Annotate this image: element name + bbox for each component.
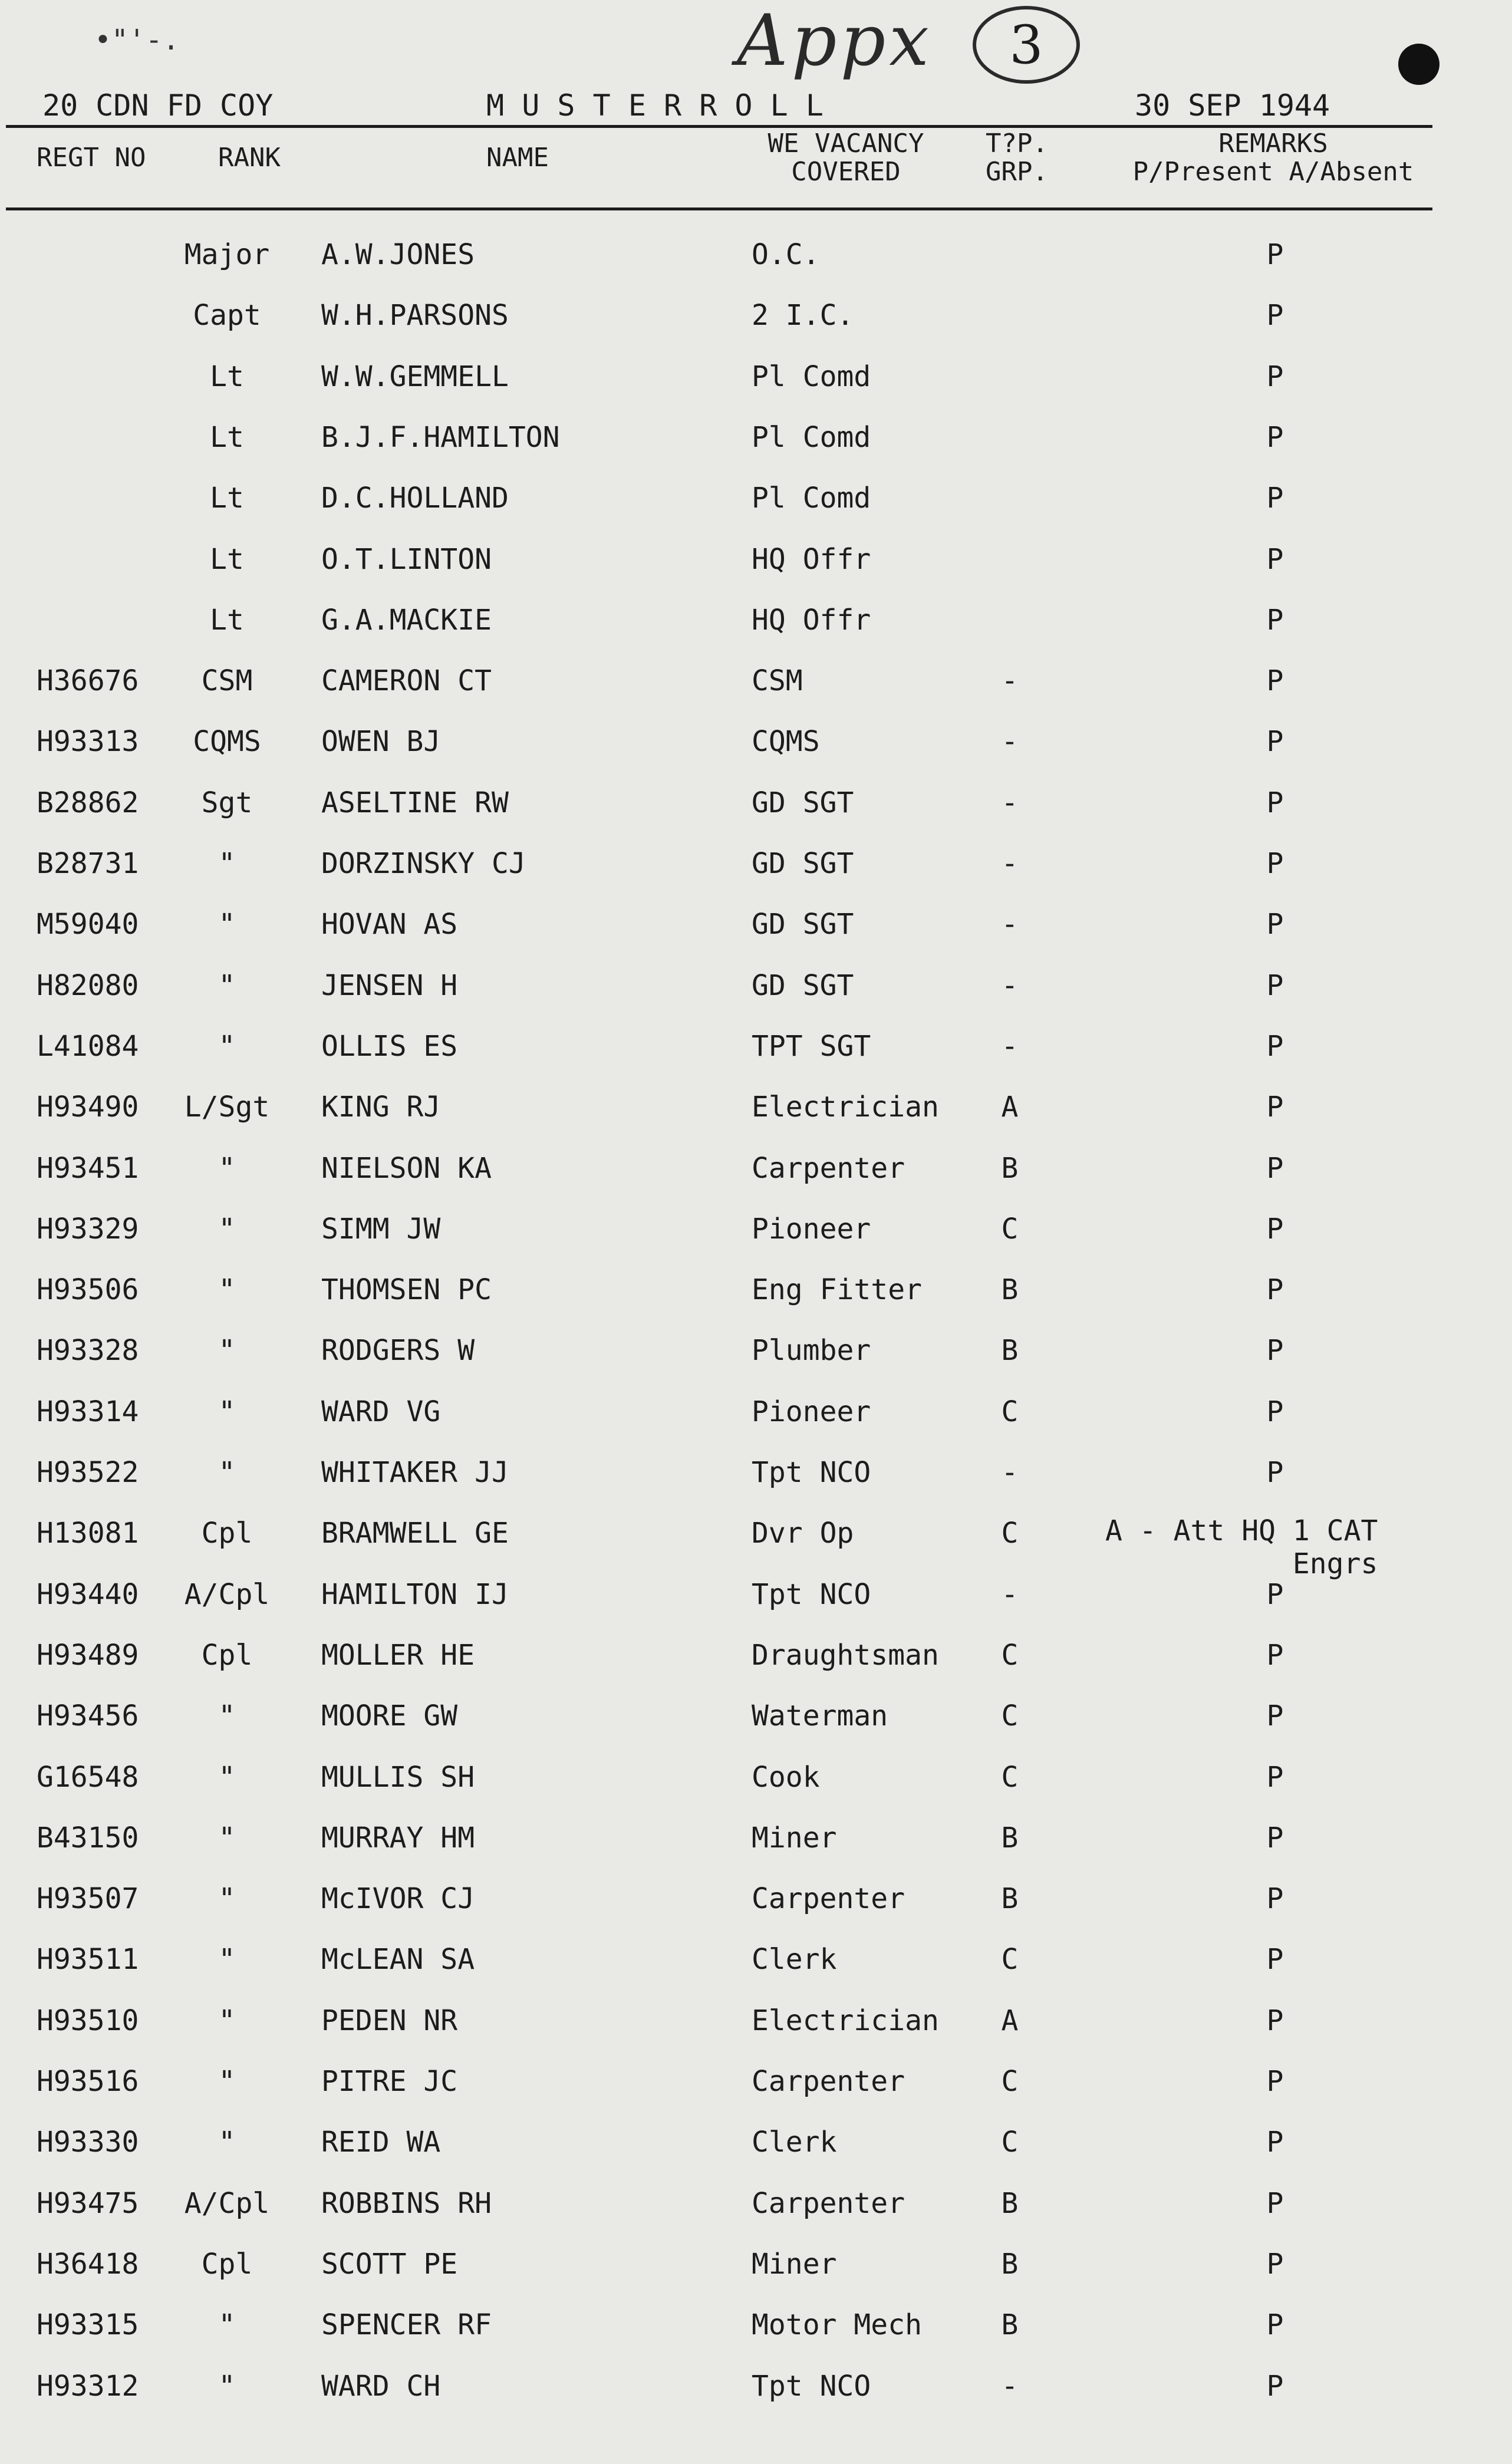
table-row (0, 1149, 1512, 1211)
col-header-vacancy-line1: WE VACANCY (767, 129, 924, 159)
rank-cell: Lt (210, 482, 244, 515)
table-row (0, 662, 1512, 723)
name-cell: BRAMWELL GE (321, 1517, 509, 1550)
name-cell: DORZINSKY CJ (321, 847, 526, 880)
rank-cell: Cpl (201, 1517, 253, 1550)
trade-group-cell: C (1001, 1638, 1019, 1672)
name-cell: HAMILTON IJ (321, 1577, 509, 1611)
remarks-cell: P (1266, 299, 1284, 332)
regt-number-cell: H93313 (37, 725, 139, 759)
trade-group-cell: B (1001, 1151, 1019, 1185)
col-header-name: NAME (486, 143, 549, 173)
vacancy-cell: Clerk (752, 1943, 837, 1977)
name-cell: D.C.HOLLAND (321, 482, 509, 515)
remarks-cell: P (1266, 1760, 1284, 1794)
regt-number-cell: H93440 (37, 1577, 139, 1611)
regt-number-cell: H93489 (37, 1638, 139, 1672)
rank-cell: L/Sgt (184, 1091, 270, 1124)
regt-number-cell: G16548 (37, 1760, 139, 1794)
roll-date: 30 SEP 1944 (1135, 88, 1330, 123)
regt-number-cell: H93510 (37, 2004, 139, 2037)
trade-group-cell: B (1001, 2308, 1019, 2342)
remarks-cell: P (1266, 542, 1284, 576)
name-cell: JENSEN H (321, 969, 458, 1002)
table-row (0, 1697, 1512, 1758)
trade-group-cell: - (1001, 908, 1019, 941)
remarks-line2: Engrs (1292, 1547, 1378, 1581)
trade-group-cell: - (1001, 1456, 1019, 1489)
trade-group-cell: C (1001, 2065, 1019, 2098)
remarks-cell: P (1266, 1151, 1284, 1185)
table-row (0, 2063, 1512, 2124)
rank-cell: Sgt (201, 786, 253, 819)
table-row (0, 358, 1512, 419)
name-cell: O.T.LINTON (321, 542, 492, 576)
vacancy-cell: O.C. (752, 238, 820, 271)
table-row (0, 297, 1512, 358)
regt-number-cell: H93506 (37, 1273, 139, 1307)
name-cell: OWEN BJ (321, 725, 441, 759)
rank-cell: Cpl (201, 2247, 253, 2281)
name-cell: PEDEN NR (321, 2004, 458, 2037)
trade-group-cell: C (1001, 1395, 1019, 1428)
table-row (0, 2123, 1512, 2185)
remarks-cell: P (1266, 1577, 1284, 1611)
table-row (0, 1027, 1512, 1089)
name-cell: MULLIS SH (321, 1760, 475, 1794)
vacancy-cell: Motor Mech (752, 2308, 922, 2342)
name-cell: A.W.JONES (321, 238, 475, 271)
col-header-remarks-line2: P/Present A/Absent (1132, 157, 1414, 187)
vacancy-cell: CQMS (752, 725, 820, 759)
remarks-cell: P (1266, 847, 1284, 880)
remarks-cell (1105, 1514, 1378, 1580)
name-cell: SIMM JW (321, 1212, 441, 1246)
rank-cell: Capt (193, 299, 261, 332)
trade-group-cell: - (1001, 725, 1019, 759)
regt-number-cell: B28862 (37, 786, 139, 819)
table-row (0, 1210, 1512, 1271)
trade-group-cell: B (1001, 1821, 1019, 1854)
rank-cell: Lt (210, 360, 244, 393)
trade-group-cell: - (1001, 1029, 1019, 1063)
table-row (0, 2002, 1512, 2063)
regt-number-cell: L41084 (37, 1029, 139, 1063)
vacancy-cell: GD SGT (752, 908, 854, 941)
rank-cell: A/Cpl (184, 2186, 270, 2220)
col-header-trade (979, 130, 1055, 186)
handwritten-annotation: Appx (737, 0, 933, 82)
rank-cell: CQMS (193, 725, 261, 759)
table-row (0, 2245, 1512, 2307)
name-cell: McIVOR CJ (321, 1882, 475, 1916)
vacancy-cell: Draughtsman (752, 1638, 939, 1672)
table-row (0, 1393, 1512, 1454)
annotation-number: 3 (1009, 14, 1043, 76)
vacancy-cell: 2 I.C. (752, 299, 854, 332)
trade-group-cell: - (1001, 969, 1019, 1002)
remarks-cell: P (1266, 725, 1284, 759)
name-cell: PITRE JC (321, 2065, 458, 2098)
vacancy-cell: HQ Offr (752, 603, 871, 637)
col-header-vacancy (749, 130, 943, 186)
name-cell: WARD VG (321, 1395, 441, 1428)
trade-group-cell: C (1001, 1699, 1019, 1733)
vacancy-cell: GD SGT (752, 847, 854, 880)
remarks-cell: P (1266, 420, 1284, 454)
name-cell: W.H.PARSONS (321, 299, 509, 332)
trade-group-cell: B (1001, 1334, 1019, 1368)
rank-cell: " (218, 1760, 236, 1794)
rank-cell: " (218, 1456, 236, 1489)
rank-cell: Major (184, 238, 270, 271)
regt-number-cell: H93516 (37, 2065, 139, 2098)
vacancy-cell: Pioneer (752, 1212, 871, 1246)
remarks-cell: P (1266, 2369, 1284, 2403)
remarks-cell: P (1266, 2065, 1284, 2098)
name-cell: RODGERS W (321, 1334, 475, 1368)
col-header-vacancy-line2: COVERED (791, 157, 901, 187)
trade-group-cell: B (1001, 1273, 1019, 1307)
regt-number-cell: H93312 (37, 2369, 139, 2403)
name-cell: SPENCER RF (321, 2308, 492, 2342)
rank-cell: " (218, 1699, 236, 1733)
regt-number-cell: H93522 (37, 1456, 139, 1489)
trade-group-cell: C (1001, 1760, 1019, 1794)
name-cell: HOVAN AS (321, 908, 458, 941)
regt-number-cell: H93451 (37, 1151, 139, 1185)
table-row (0, 845, 1512, 906)
rank-cell: " (218, 1395, 236, 1428)
remarks-cell: P (1266, 1395, 1284, 1428)
name-cell: WHITAKER JJ (321, 1456, 509, 1489)
name-cell: MURRAY HM (321, 1821, 475, 1854)
table-row (0, 1880, 1512, 1941)
rank-cell: " (218, 2004, 236, 2037)
name-cell: SCOTT PE (321, 2247, 458, 2281)
remarks-cell: P (1266, 908, 1284, 941)
trade-group-cell: - (1001, 664, 1019, 698)
table-row (0, 1271, 1512, 1332)
trade-group-cell: - (1001, 786, 1019, 819)
table-row (0, 905, 1512, 967)
vacancy-cell: Carpenter (752, 2186, 905, 2220)
trade-group-cell: C (1001, 2126, 1019, 2159)
remarks-cell: P (1266, 1638, 1284, 1672)
regt-number-cell: H93314 (37, 1395, 139, 1428)
remarks-cell: P (1266, 482, 1284, 515)
table-row (0, 601, 1512, 663)
vacancy-cell: HQ Offr (752, 542, 871, 576)
rank-cell: " (218, 847, 236, 880)
name-cell: MOORE GW (321, 1699, 458, 1733)
name-cell: McLEAN SA (321, 1943, 475, 1977)
name-cell: G.A.MACKIE (321, 603, 492, 637)
rank-cell: " (218, 1151, 236, 1185)
table-row (0, 723, 1512, 784)
trade-group-cell: A (1001, 2004, 1019, 2037)
rank-cell: Lt (210, 420, 244, 454)
remarks-cell: P (1266, 238, 1284, 271)
regt-number-cell: H93328 (37, 1334, 139, 1368)
vacancy-cell: Pl Comd (752, 360, 871, 393)
remarks-cell: P (1266, 969, 1284, 1002)
table-row (0, 1332, 1512, 1393)
regt-number-cell: H13081 (37, 1517, 139, 1550)
document-title: M U S T E R R O L L (486, 88, 823, 123)
rank-cell: " (218, 2065, 236, 2098)
rank-cell: " (218, 2369, 236, 2403)
col-header-rank: RANK (218, 143, 281, 173)
vacancy-cell: CSM (752, 664, 803, 698)
name-cell: ASELTINE RW (321, 786, 509, 819)
remarks-cell: P (1266, 1699, 1284, 1733)
name-cell: MOLLER HE (321, 1638, 475, 1672)
regt-number-cell: H93456 (37, 1699, 139, 1733)
trade-group-cell: B (1001, 2186, 1019, 2220)
remarks-cell: P (1266, 2186, 1284, 2220)
corner-mark: •"'-. (94, 24, 180, 57)
trade-group-cell: C (1001, 1943, 1019, 1977)
remarks-cell: P (1266, 2247, 1284, 2281)
name-cell: CAMERON CT (321, 664, 492, 698)
rank-cell: Lt (210, 603, 244, 637)
name-cell: KING RJ (321, 1091, 441, 1124)
table-row (0, 2185, 1512, 2246)
rank-cell: " (218, 908, 236, 941)
remarks-cell: P (1266, 1273, 1284, 1307)
rank-cell: " (218, 1882, 236, 1916)
rank-cell: " (218, 969, 236, 1002)
remarks-line1: A - Att HQ 1 CAT (1105, 1514, 1378, 1548)
trade-group-cell: C (1001, 1212, 1019, 1246)
rank-cell: A/Cpl (184, 1577, 270, 1611)
regt-number-cell: H93475 (37, 2186, 139, 2220)
name-cell: ROBBINS RH (321, 2186, 492, 2220)
table-row (0, 1819, 1512, 1880)
vacancy-cell: Tpt NCO (752, 1456, 871, 1489)
vacancy-cell: TPT SGT (752, 1029, 871, 1063)
unit-name: 20 CDN FD COY (42, 88, 274, 123)
table-row (0, 1088, 1512, 1149)
vacancy-cell: Waterman (752, 1699, 888, 1733)
table-row (0, 419, 1512, 480)
col-header-remarks (1102, 130, 1444, 186)
trade-group-cell: - (1001, 2369, 1019, 2403)
vacancy-cell: Eng Fitter (752, 1273, 922, 1307)
remarks-cell: P (1266, 2308, 1284, 2342)
vacancy-cell: Carpenter (752, 2065, 905, 2098)
punch-hole (1398, 44, 1439, 85)
col-header-remarks-line1: REMARKS (1218, 129, 1328, 159)
table-row (0, 784, 1512, 845)
regt-number-cell: B43150 (37, 1821, 139, 1854)
vacancy-cell: Carpenter (752, 1151, 905, 1185)
regt-number-cell: H93315 (37, 2308, 139, 2342)
regt-number-cell: H93329 (37, 1212, 139, 1246)
name-cell: OLLIS ES (321, 1029, 458, 1063)
rank-cell: " (218, 1212, 236, 1246)
table-row (0, 2306, 1512, 2367)
name-cell: W.W.GEMMELL (321, 360, 509, 393)
remarks-cell: P (1266, 1943, 1284, 1977)
table-row (0, 1636, 1512, 1698)
regt-number-cell: H93511 (37, 1943, 139, 1977)
table-row (0, 1758, 1512, 1820)
regt-number-cell: M59040 (37, 908, 139, 941)
vacancy-cell: Plumber (752, 1334, 871, 1368)
vacancy-cell: Pl Comd (752, 420, 871, 454)
vacancy-cell: Dvr Op (752, 1517, 854, 1550)
vacancy-cell: GD SGT (752, 969, 854, 1002)
remarks-cell: P (1266, 1882, 1284, 1916)
table-row (0, 967, 1512, 1028)
remarks-cell: P (1266, 360, 1284, 393)
trade-group-cell: B (1001, 1882, 1019, 1916)
rank-cell: " (218, 2126, 236, 2159)
vacancy-cell: Pl Comd (752, 482, 871, 515)
trade-group-cell: B (1001, 2247, 1019, 2281)
remarks-cell: P (1266, 1091, 1284, 1124)
rank-cell: " (218, 1943, 236, 1977)
remarks-cell: P (1266, 1456, 1284, 1489)
table-row (0, 236, 1512, 297)
remarks-cell: P (1266, 1212, 1284, 1246)
table-row (0, 1576, 1512, 1637)
name-cell: WARD CH (321, 2369, 441, 2403)
remarks-cell: P (1266, 1334, 1284, 1368)
remarks-cell: P (1266, 1821, 1284, 1854)
vacancy-cell: Electrician (752, 1091, 939, 1124)
annotation-circle (973, 6, 1080, 84)
table-row (0, 479, 1512, 541)
vacancy-cell: Miner (752, 1821, 837, 1854)
col-header-regt: REGT NO (37, 143, 146, 173)
remarks-cell: P (1266, 664, 1284, 698)
remarks-cell: P (1266, 2126, 1284, 2159)
name-cell: NIELSON KA (321, 1151, 492, 1185)
remarks-cell: P (1266, 786, 1284, 819)
vacancy-cell: GD SGT (752, 786, 854, 819)
vacancy-cell: Tpt NCO (752, 2369, 871, 2403)
trade-group-cell: A (1001, 1091, 1019, 1124)
vacancy-cell: Pioneer (752, 1395, 871, 1428)
remarks-cell: P (1266, 2004, 1284, 2037)
rank-cell: " (218, 2308, 236, 2342)
table-row (0, 1514, 1512, 1581)
trade-group-cell: - (1001, 847, 1019, 880)
remarks-cell: P (1266, 603, 1284, 637)
rank-cell: CSM (201, 664, 253, 698)
regt-number-cell: H82080 (37, 969, 139, 1002)
rank-cell: Lt (210, 542, 244, 576)
table-row (0, 2367, 1512, 2429)
name-cell: B.J.F.HAMILTON (321, 420, 560, 454)
rank-cell: " (218, 1273, 236, 1307)
vacancy-cell: Miner (752, 2247, 837, 2281)
vacancy-cell: Cook (752, 1760, 820, 1794)
rank-cell: " (218, 1029, 236, 1063)
header-bottom-rule (6, 207, 1432, 210)
regt-number-cell: H36676 (37, 664, 139, 698)
vacancy-cell: Carpenter (752, 1882, 905, 1916)
header-top-rule (6, 125, 1432, 128)
table-row (0, 1454, 1512, 1515)
regt-number-cell: H93330 (37, 2126, 139, 2159)
name-cell: REID WA (321, 2126, 441, 2159)
rank-cell: " (218, 1821, 236, 1854)
rank-cell: " (218, 1334, 236, 1368)
name-cell: THOMSEN PC (321, 1273, 492, 1307)
table-row (0, 541, 1512, 602)
trade-group-cell: - (1001, 1577, 1019, 1611)
regt-number-cell: H93507 (37, 1882, 139, 1916)
regt-number-cell: H36418 (37, 2247, 139, 2281)
col-header-trade-line1: T?P. (986, 129, 1048, 159)
rank-cell: Cpl (201, 1638, 253, 1672)
vacancy-cell: Electrician (752, 2004, 939, 2037)
trade-group-cell: C (1001, 1517, 1019, 1550)
vacancy-cell: Tpt NCO (752, 1577, 871, 1611)
regt-number-cell: H93490 (37, 1091, 139, 1124)
remarks-cell: P (1266, 1029, 1284, 1063)
table-row (0, 1941, 1512, 2002)
vacancy-cell: Clerk (752, 2126, 837, 2159)
col-header-trade-line2: GRP. (986, 157, 1048, 187)
regt-number-cell: B28731 (37, 847, 139, 880)
